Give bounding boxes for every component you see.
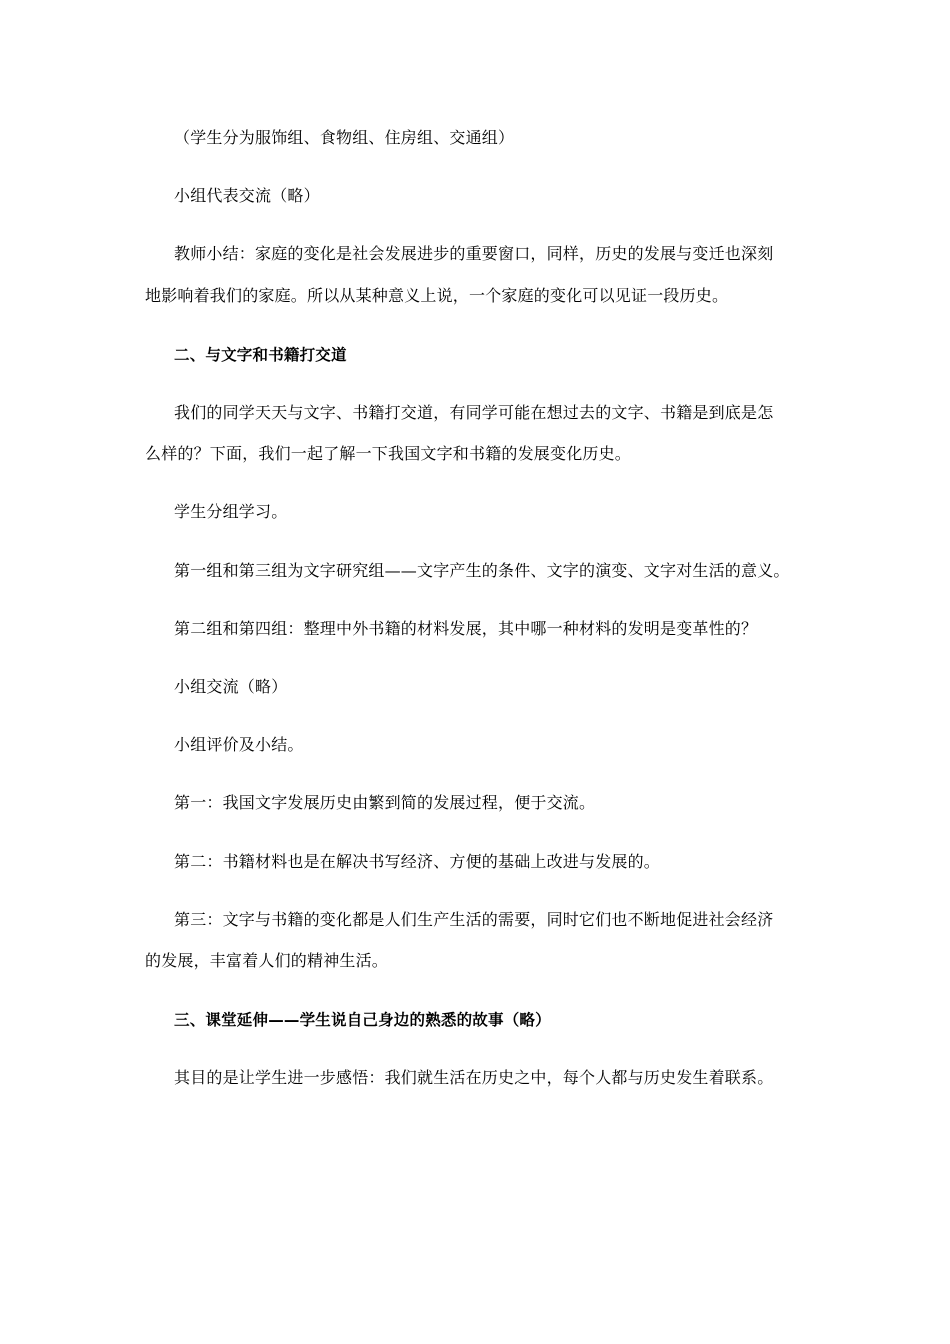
group-two-four-line: 第二组和第四组：整理中外书籍的材料发展，其中哪一种材料的发明是变革性的？ — [174, 619, 758, 638]
paragraph-intro-line-1: 我们的同学天天与文字、书籍打交道，有同学可能在想过去的文字、书籍是到底是怎 — [174, 403, 774, 422]
summary-point-3-line-2: 的发展，丰富着人们的精神生活。 — [145, 951, 389, 970]
summary-point-2: 第二：书籍材料也是在解决书写经济、方便的基础上改进与发展的。 — [174, 852, 661, 871]
group-report-line: 小组代表交流（略） — [174, 186, 320, 205]
summary-point-1: 第一：我国文字发展历史由繁到简的发展过程，便于交流。 — [174, 793, 596, 812]
group-list-line: （学生分为服饰组、食物组、住房组、交通组） — [174, 128, 515, 147]
teacher-summary-line-1: 教师小结：家庭的变化是社会发展进步的重要窗口，同样，历史的发展与变迁也深刻 — [174, 244, 774, 263]
group-exchange-line: 小组交流（略） — [174, 677, 288, 696]
section-heading-2: 二、与文字和书籍打交道 — [174, 346, 347, 364]
section-heading-3: 三、课堂延伸——学生说自己身边的熟悉的故事（略） — [174, 1011, 551, 1029]
closing-line: 其目的是让学生进一步感悟：我们就生活在历史之中，每个人都与历史发生着联系。 — [174, 1068, 774, 1087]
summary-point-3-line-1: 第三：文字与书籍的变化都是人们生产生活的需要，同时它们也不断地促进社会经济 — [174, 910, 774, 929]
group-evaluation-line: 小组评价及小结。 — [174, 735, 304, 754]
teacher-summary-line-2: 地影响着我们的家庭。所以从某种意义上说，一个家庭的变化可以见证一段历史。 — [145, 286, 729, 305]
paragraph-intro-line-2: 么样的？下面，我们一起了解一下我国文字和书籍的发展变化历史。 — [145, 444, 632, 463]
group-one-three-line: 第一组和第三组为文字研究组——文字产生的条件、文字的演变、文字对生活的意义。 — [174, 561, 790, 580]
group-study-line: 学生分组学习。 — [174, 502, 288, 521]
